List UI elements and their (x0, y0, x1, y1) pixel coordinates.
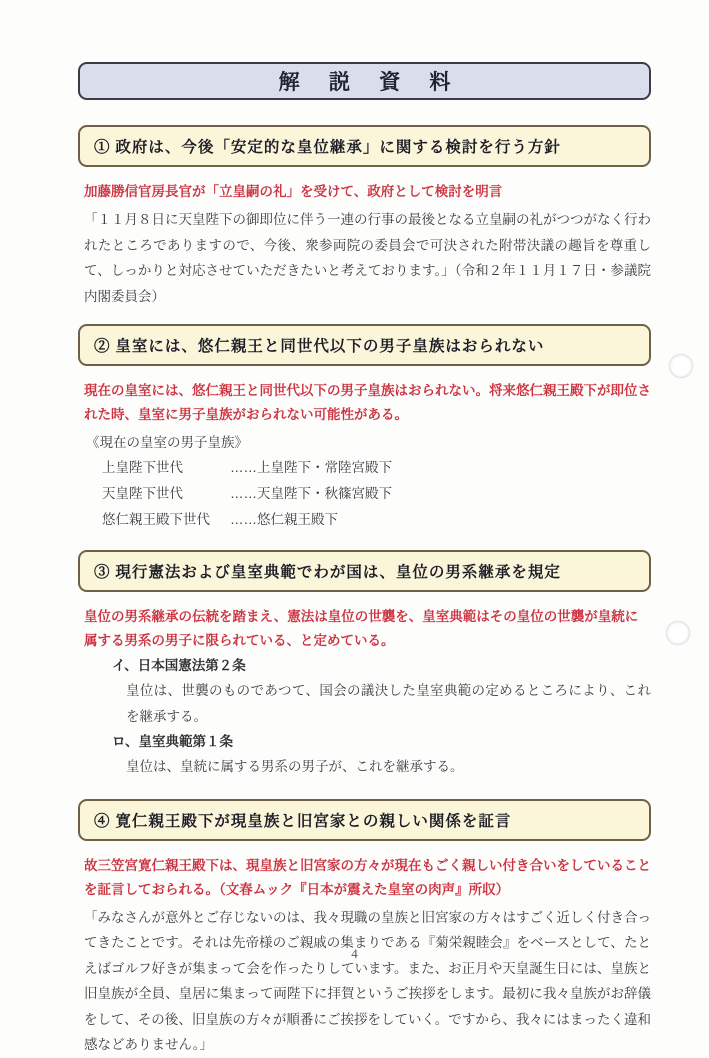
document-title-box (78, 62, 651, 100)
section-1-heading: ① 政府は、今後「安定的な皇位継承」に関する検討を行う方針 (94, 139, 561, 156)
section-3-heading-box (78, 550, 651, 592)
generation-name: 上皇陛下世代 (102, 460, 183, 475)
section-1-heading-box (78, 125, 651, 167)
generation-members: ……上皇陛下・常陸宮殿下 (230, 460, 392, 475)
punch-hole (666, 621, 690, 645)
section-1-lead: 加藤勝信官房長官が「立皇嗣の礼」を受けて、政府として検討を明言 (84, 184, 503, 199)
document-title: 解 説 資 料 (278, 70, 463, 94)
section-1-body: 「１１月８日に天皇陛下の御即位に伴う一連の行事の最後となる立皇嗣の礼がつつがなく行われたところでありますので、今後、衆参両院の委員会で可決された附帯決議の趣旨を尊重して、しっかりと対応させていただきたいと考えております。」（令和２年１１月１７日・参議院内閣委員会） (84, 212, 651, 304)
provision-text: 皇位は、皇統に属する男系の男子が、これを継承する。 (126, 759, 464, 774)
section-3-lead: 皇位の男系継承の伝統を踏まえ、憲法は皇位の世襲を、皇室典範はその皇位の世襲が皇統に属する男系の男子に限られている、と定めている。 (84, 609, 639, 648)
generation-row (102, 507, 651, 533)
generation-members: ……天皇陛下・秋篠宮殿下 (230, 486, 392, 501)
provision-label: イ、日本国憲法第２条 (112, 658, 246, 673)
section-2-heading: ② 皇室には、悠仁親王と同世代以下の男子皇族はおられない (94, 338, 545, 355)
provision-text: 皇位は、世襲のものであつて、国会の議決した皇室典範の定めるところにより、これを継承する。 (126, 683, 651, 724)
generation-members: ……悠仁親王殿下 (230, 512, 338, 527)
generation-name: 悠仁親王殿下世代 (102, 512, 210, 527)
section-2-heading-box (78, 324, 651, 366)
section-2-lead: 現在の皇室には、悠仁親王と同世代以下の男子皇族はおられない。将来悠仁親王殿下が即位された時、皇室に男子皇族がおられない可能性がある。 (84, 383, 651, 422)
provision-label: ロ、皇室典範第１条 (112, 734, 233, 749)
section-4-body: 「みなさんが意外とご存じないのは、我々現職の皇族と旧宮家の方々はすごく近しく付き合ってきたことです。それは先帝様のご親戚の集まりである『菊栄親睦会』をベースとして、たとえばゴルフ好きが集まって会を作ったりしています。また、お正月や天皇誕生日には、皇族と旧皇族が全員、皇居に集まって両陛下に拝賀というご挨拶をします。最初に我々皇族がお辞儀をして、その後、旧皇族の方々が順番にご挨拶をしていく。ですから、我々にはまったく違和感などありません。」 (84, 909, 651, 1052)
punch-hole (669, 354, 693, 378)
section-4-heading-box (78, 799, 651, 841)
generation-row (102, 481, 651, 507)
generation-row (102, 455, 651, 481)
section-4-lead: 故三笠宮寛仁親王殿下は、現皇族と旧宮家の方々が現在もごく親しい付き合いをしていることを証言しておられる。（文春ムック『日本が震えた皇室の肉声』所収） (84, 857, 651, 897)
page-number: 4 (351, 946, 358, 961)
section-4-heading: ④ 寛仁親王殿下が現皇族と旧宮家との親しい関係を証言 (94, 812, 512, 830)
section-3-heading: ③ 現行憲法および皇室典範でわが国は、皇位の男系継承を規定 (94, 564, 561, 581)
section-2-list-title: 《現在の皇室の男子皇族》 (86, 435, 248, 450)
generation-name: 天皇陛下世代 (102, 486, 183, 501)
